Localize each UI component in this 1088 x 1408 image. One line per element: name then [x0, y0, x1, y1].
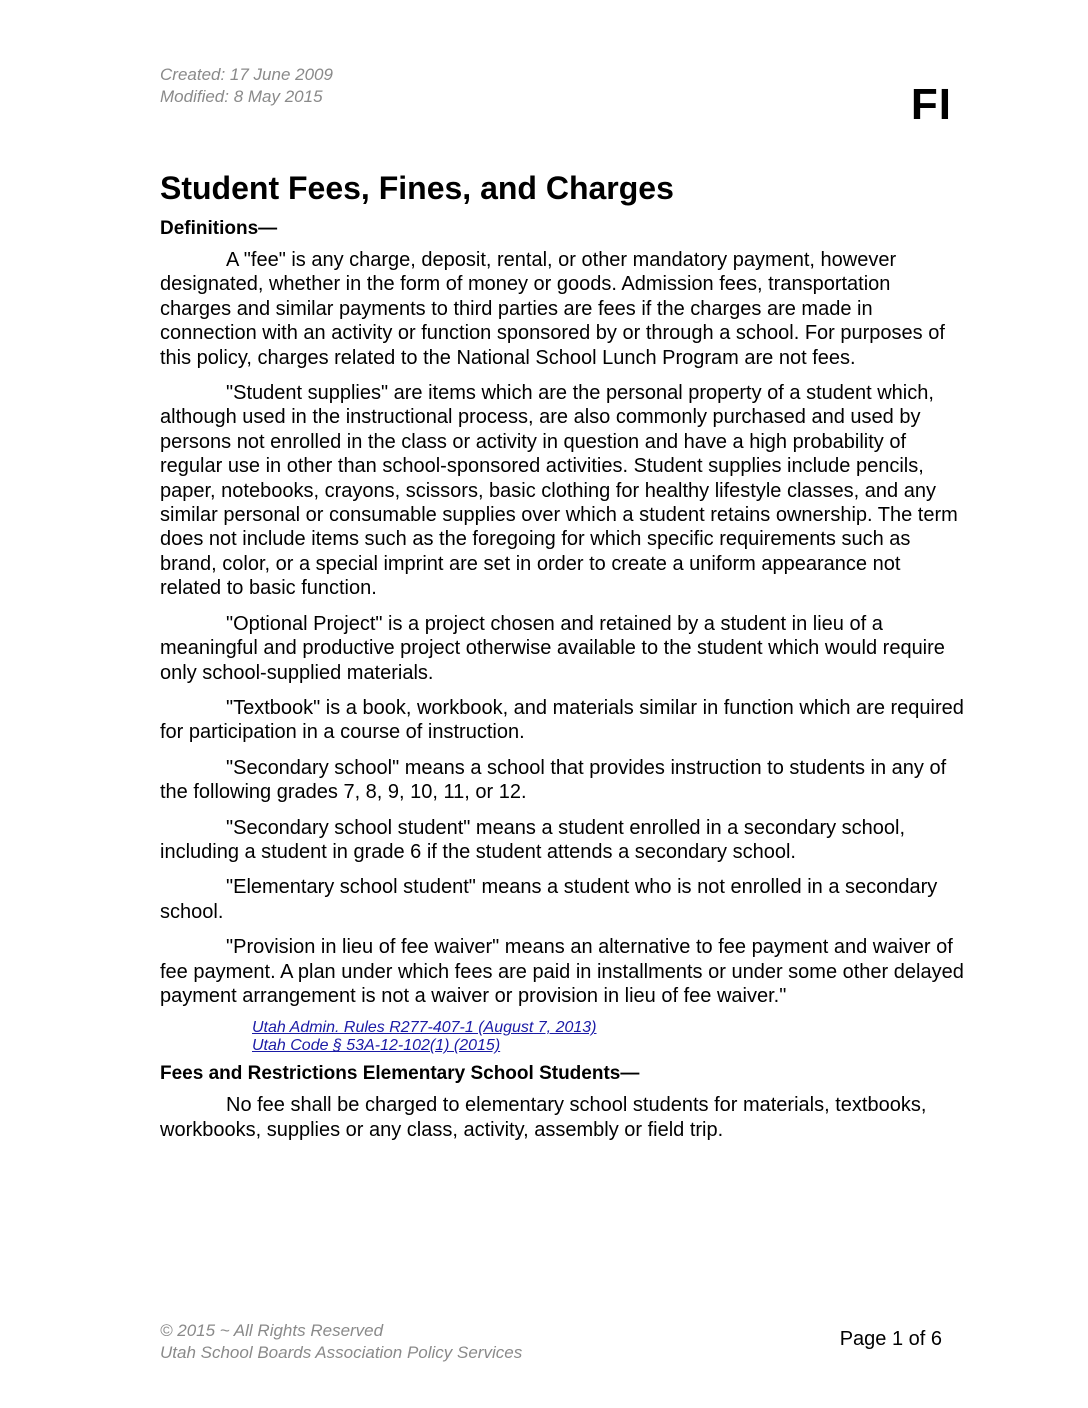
document-body: [160, 166, 964, 1153]
modified-date: Modified: 8 May 2015: [160, 87, 323, 106]
definition-provision-in-lieu: "Provision in lieu of fee waiver" means an alternative to fee payment and waiver of fee payment. A plan under which fees are paid in installments or under some other delayed payment arrangement is not a waiver or provision in lieu of fee waiver.": [160, 936, 964, 1007]
definition-student-supplies: "Student supplies" are items which are the personal property of a student which, although used in the instructional process, are also commonly purchased and used by persons not enrolled in the class or activity in question and have a high probability of regular use in other than school-sponsored activities. Student supplies include pencils, paper, notebooks, crayons, scissors, basic clothing for healthy lifestyle classes, and any similar personal or consumable supplies over which a student retains ownership. The term does not include items such as the foregoing for which specific requirements such as brand, color, or a special imprint are set in order to create a uniform appearance not related to basic function.: [160, 382, 958, 600]
definition-fee: A "fee" is any charge, deposit, rental, or other mandatory payment, however designated, whether in the form of money or goods. Admission fees, transportation charges and similar payments to third parties are fees if the charges are made in connection with an activity or function sponsored by or through a school. For purposes of this policy, charges related to the National School Lunch Program are not fees.: [160, 249, 945, 369]
page-number: Page 1 of 6: [839, 1328, 942, 1350]
elementary-heading: Fees and Restrictions Elementary School Students—: [160, 1063, 640, 1085]
created-date: Created: 17 June 2009: [160, 65, 333, 84]
definition-elementary-school-student: "Elementary school student" means a student who is not enrolled in a secondary school.: [160, 876, 938, 923]
elementary-paragraph: No fee shall be charged to elementary school students for materials, textbooks, workbooks, supplies or any class, activity, assembly or field trip.: [160, 1094, 927, 1141]
definition-textbook: "Textbook" is a book, workbook, and materials similar in function which are required for participation in a course of instruction.: [160, 696, 964, 744]
policy-code: FI: [910, 80, 952, 129]
page-title: Student Fees, Fines, and Charges: [160, 170, 674, 206]
publisher: Utah School Boards Association Policy Services: [160, 1343, 523, 1362]
copyright: © 2015 ~ All Rights Reserved: [160, 1321, 384, 1340]
document-metadata: [160, 64, 333, 108]
definition-secondary-school-student: "Secondary school student" means a student enrolled in a secondary school, including a student in grade 6 if the student attends a secondary school.: [160, 816, 906, 863]
definition-optional-project: "Optional Project" is a project chosen and retained by a student in lieu of a meaningful and productive project otherwise available to the student which would require only school-supplied materials.: [160, 612, 945, 684]
references: [252, 1019, 964, 1055]
footer-copyright-block: [160, 1320, 522, 1364]
definitions-heading: Definitions—: [160, 218, 278, 239]
definition-secondary-school: "Secondary school" means a school that provides instruction to students in any of the following grades 7, 8, 9, 10, 11, or 12.: [160, 756, 947, 804]
reference-link-utah-code[interactable]: Utah Code § 53A-12-102(1) (2015): [252, 1037, 501, 1055]
reference-link-admin-rules[interactable]: Utah Admin. Rules R277-407-1 (August 7, 2013): [252, 1019, 597, 1037]
